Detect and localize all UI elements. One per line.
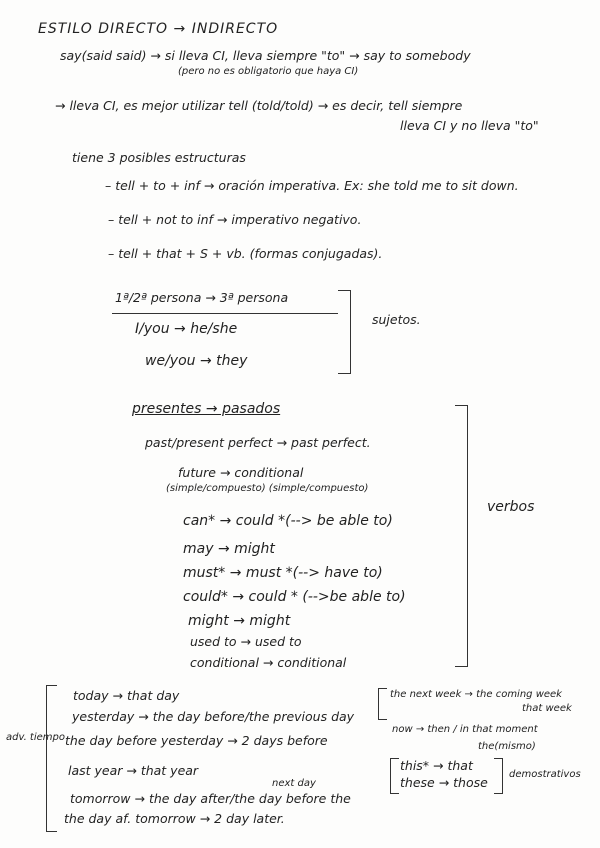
adverbs-row: yesterday → the day before/the previous day	[72, 709, 355, 724]
adverbs-row: today → that day	[73, 688, 180, 703]
verbs-row: may → might	[183, 541, 275, 557]
intro-line: → lleva CI, es mejor utilizar tell (told/told) → es decir, tell siempre	[55, 98, 463, 113]
right-note-sub: the(mismo)	[478, 741, 536, 752]
verbs-label: verbos	[487, 499, 535, 515]
demo-row: these → those	[400, 775, 488, 790]
demo-row: this* → that	[400, 758, 473, 773]
adverbs-label: adv. tiempo	[6, 732, 65, 743]
intro-line: lleva CI y no lleva "to"	[400, 118, 539, 133]
verbs-bracket	[455, 405, 468, 667]
subjects-row: we/you → they	[145, 353, 248, 369]
verbs-row: must* → must *(--> have to)	[183, 565, 383, 581]
adverbs-row: the day af. tomorrow → 2 day later.	[64, 811, 285, 826]
demo-bracket-left	[390, 758, 399, 794]
right-note-sub: that week	[522, 703, 572, 714]
right-bracket	[378, 688, 387, 720]
structure-item: – tell + to + inf → oración imperativa. Ex: she told me to sit down.	[105, 178, 519, 193]
verbs-row: can* → could *(--> be able to)	[183, 513, 393, 529]
verbs-row: might → might	[188, 613, 291, 629]
adverbs-row: tomorrow → the day after/the day before the	[70, 791, 351, 806]
demo-bracket-right	[494, 758, 503, 794]
subjects-divider	[112, 313, 338, 314]
demo-label: demostrativos	[509, 769, 581, 780]
adverbs-insert: next day	[272, 778, 316, 789]
verbs-row: conditional → conditional	[190, 655, 347, 670]
subjects-bracket	[338, 290, 351, 374]
adverbs-row: the day before yesterday → 2 days before	[65, 733, 328, 748]
verbs-row: (simple/compuesto) (simple/compuesto)	[166, 483, 369, 494]
structure-item: – tell + not to inf → imperativo negativo.	[108, 212, 362, 227]
adverbs-bracket	[46, 685, 57, 832]
intro-line: (pero no es obligatorio que haya CI)	[178, 66, 359, 77]
verbs-row: used to → used to	[190, 634, 302, 649]
verbs-header: presentes → pasados	[132, 401, 281, 417]
structures-heading: tiene 3 posibles estructuras	[72, 150, 246, 165]
verbs-row: future → conditional	[178, 465, 304, 480]
verbs-row: past/present perfect → past perfect.	[145, 435, 371, 450]
page-title: ESTILO DIRECTO → INDIRECTO	[38, 21, 279, 37]
intro-line: say(said said) → si lleva CI, lleva siempre "to" → say to somebody	[60, 48, 471, 63]
subjects-label: sujetos.	[372, 312, 421, 327]
subjects-header: 1ª/2ª persona → 3ª persona	[115, 290, 289, 305]
right-note: the next week → the coming week	[390, 689, 562, 700]
subjects-row: I/you → he/she	[135, 321, 238, 337]
right-note: now → then / in that moment	[392, 724, 538, 735]
adverbs-row: last year → that year	[68, 763, 199, 778]
verbs-row: could* → could * (-->be able to)	[183, 589, 406, 605]
structure-item: – tell + that + S + vb. (formas conjugadas).	[108, 246, 383, 261]
